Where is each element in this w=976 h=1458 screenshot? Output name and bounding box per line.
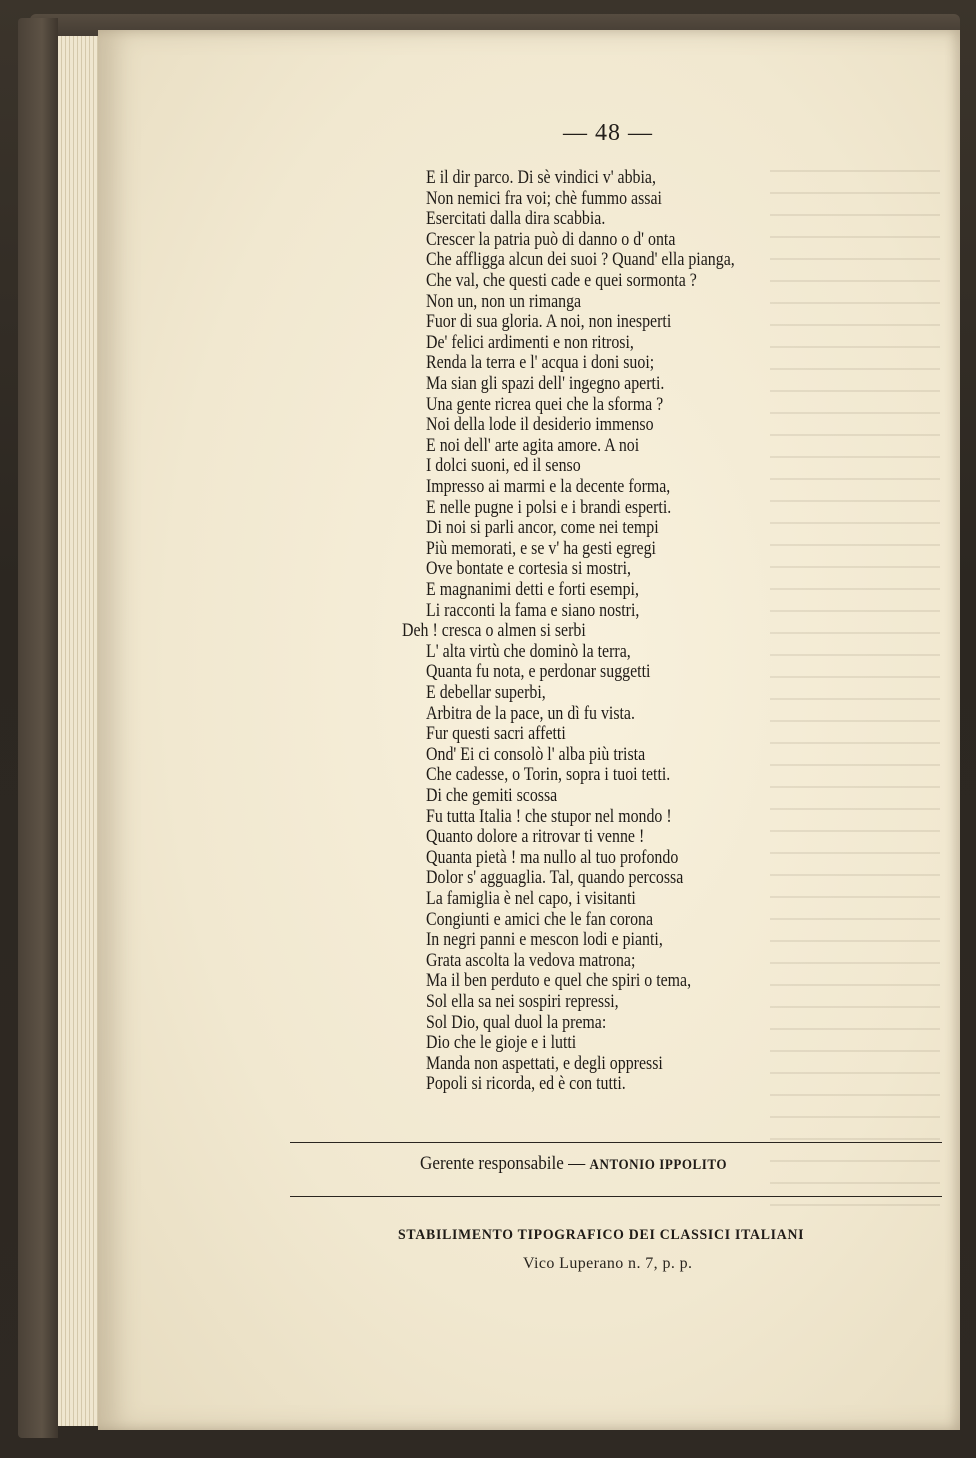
- poem-line: Renda la terra e l' acqua i doni suoi;: [426, 353, 655, 374]
- poem-line: Fuor di sua gloria. A noi, non inesperti: [426, 312, 672, 333]
- printer-name: STABILIMENTO TIPOGRAFICO DEI CLASSICI ITALIANI: [398, 1227, 805, 1243]
- poem-line: Dio che le gioje e i lutti: [426, 1033, 577, 1054]
- poem-line: In negri panni e mescon lodi e pianti,: [426, 930, 663, 951]
- poem-line: Fu tutta Italia ! che stupor nel mondo !: [426, 806, 672, 827]
- poem-line: Ove bontate e cortesia si mostri,: [426, 559, 632, 580]
- poem-line: Esercitati dalla dira scabbia.: [426, 209, 606, 230]
- poem-line: Più memorati, e se v' ha gesti egregi: [426, 538, 656, 559]
- poem-line: Arbitra de la pace, un dì fu vista.: [426, 703, 635, 724]
- poem-line: Non nemici fra voi; chè fummo assai: [426, 188, 662, 209]
- poem-line: Popoli si ricorda, ed è con tutti.: [426, 1074, 626, 1095]
- poem-line: E nelle pugne i polsi e i brandi esperti.: [426, 497, 672, 518]
- poem-line: Quanto dolore a ritrovar ti venne !: [426, 827, 645, 848]
- poem-line: Sol Dio, qual duol la prema:: [426, 1012, 607, 1033]
- poem-line: I dolci suoni, ed il senso: [426, 456, 581, 477]
- poem-line: Impresso ai marmi e la decente forma,: [426, 477, 671, 497]
- show-through-text: [770, 160, 940, 1220]
- poem-line: Manda non aspettati, e degli oppressi: [426, 1053, 663, 1074]
- poem-line: Li racconti la fama e siano nostri,: [426, 600, 640, 621]
- poem-line: Che cadesse, o Torin, sopra i tuoi tetti.: [426, 765, 671, 786]
- poem-line: Sol ella sa nei sospiri repressi,: [426, 992, 619, 1012]
- poem-line: Ma sian gli spazi dell' ingegno aperti.: [426, 374, 665, 394]
- poem-line: Fur questi sacri affetti: [426, 724, 566, 745]
- poem-line: Quanta fu nota, e perdonar suggetti: [426, 662, 651, 683]
- poem-line: Congiunti e amici che le fan corona: [426, 909, 654, 930]
- poem-line: L' alta virtù che dominò la terra,: [426, 641, 631, 662]
- printer-address: Vico Luperano n. 7, p. p.: [523, 1255, 693, 1272]
- poem-line: Dolor s' agguaglia. Tal, quando percossa: [426, 868, 684, 889]
- poem-line: Ma il ben perduto e quel che spiri o tema,: [426, 971, 692, 992]
- poem-line: Ond' Ei ci consolò l' alba più trista: [426, 744, 646, 765]
- poem-line: E noi dell' arte agita amore. A noi: [426, 435, 640, 456]
- poem-line: Una gente ricrea quei che la sforma ?: [426, 394, 664, 415]
- poem-line: Di che gemiti scossa: [426, 786, 558, 806]
- poem-line: E debellar superbi,: [426, 683, 546, 703]
- page-number: — 48 —: [563, 120, 653, 146]
- poem-line: Grata ascolta la vedova matrona;: [426, 950, 636, 971]
- book-cover-spine: [18, 18, 58, 1438]
- footer-rule-top: [290, 1142, 942, 1143]
- poem-line: E il dir parco. Di sè vindici v' abbia,: [426, 168, 656, 188]
- footer-rule-bottom: [290, 1196, 942, 1197]
- poem-line: Crescer la patria può di danno o d' onta: [426, 229, 676, 250]
- poem-line: Deh ! cresca o almen si serbi: [402, 621, 586, 642]
- gerente-line: [420, 1153, 727, 1175]
- poem-line: La famiglia è nel capo, i visitanti: [426, 889, 636, 909]
- poem-line: Quanta pietà ! ma nullo al tuo profondo: [426, 847, 679, 868]
- poem-line: E magnanimi detti e forti esempi,: [426, 580, 639, 600]
- gerente-label: Gerente responsabile —: [420, 1153, 586, 1174]
- poem-line: Di noi si parli ancor, come nei tempi: [426, 518, 659, 539]
- gerente-name: ANTONIO IPPOLITO: [589, 1157, 728, 1173]
- poem-line: De' felici ardimenti e non ritrosi,: [426, 332, 634, 353]
- poem-line: Non un, non un rimanga: [426, 291, 582, 312]
- poem-line: Che val, che questi cade e quei sormonta ?: [426, 271, 697, 291]
- poem-line: Che affligga alcun dei suoi ? Quand' ella pianga,: [426, 250, 735, 271]
- poem-line: Noi della lode il desiderio immenso: [426, 415, 654, 436]
